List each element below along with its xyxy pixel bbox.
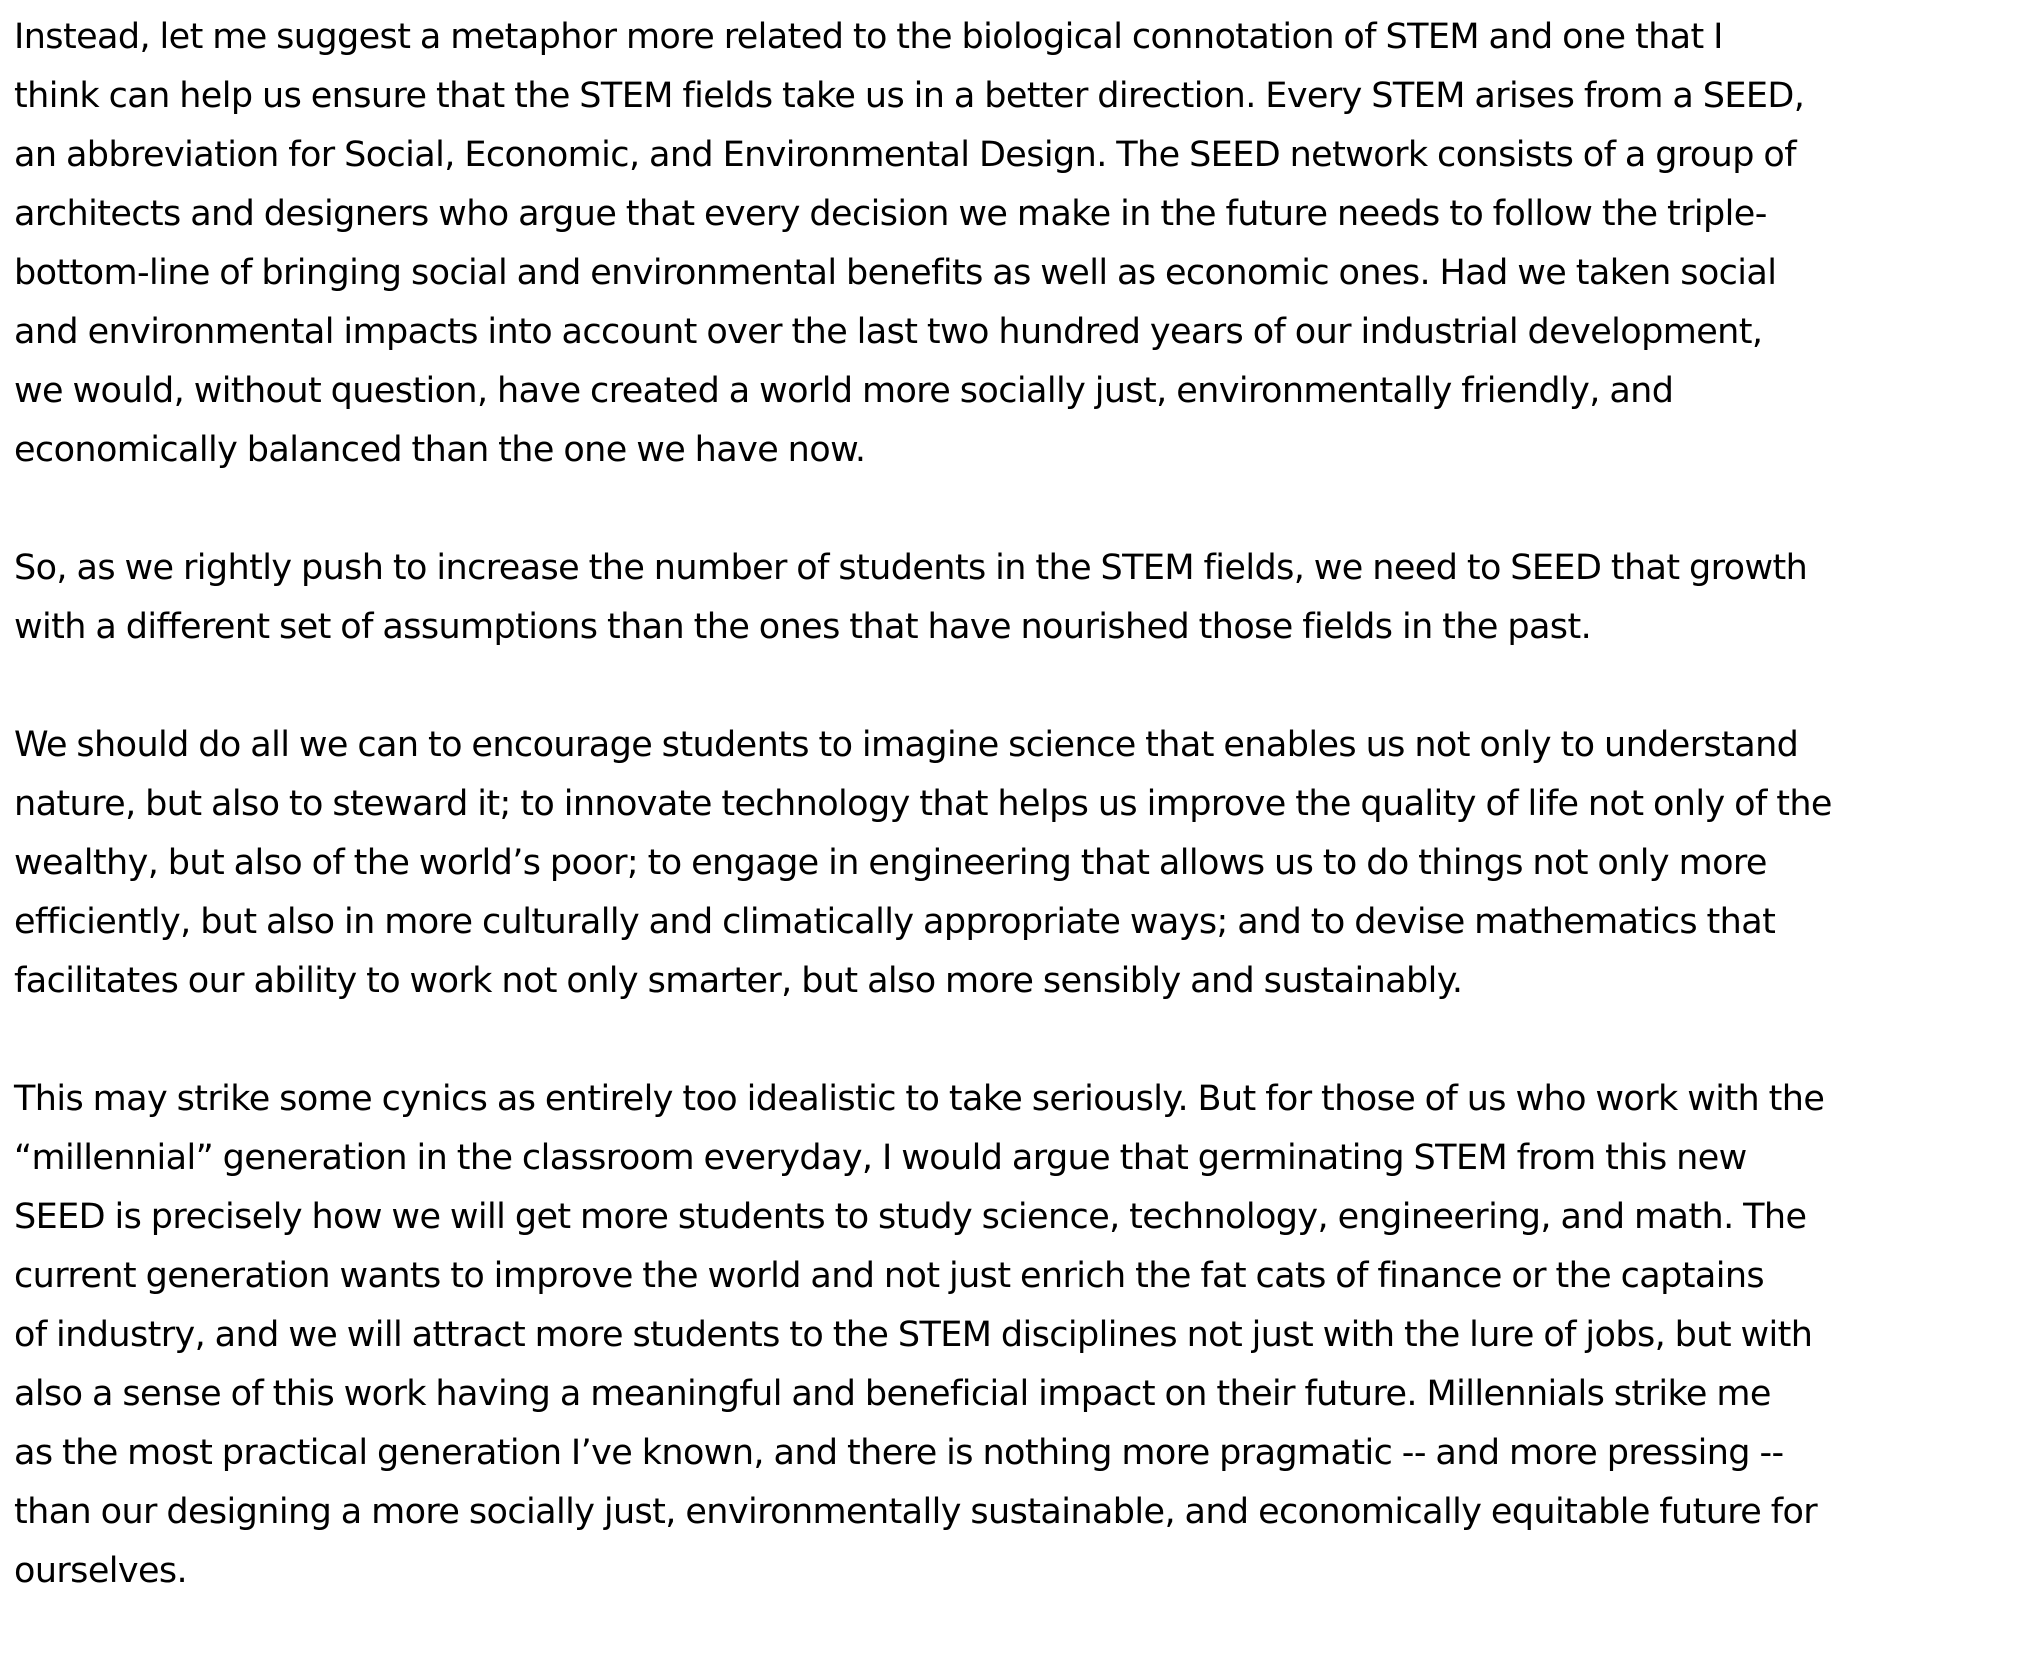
paragraph-encourage-students <box>14 716 2009 1011</box>
text-line: So, as we rightly push to increase the number of students in the STEM fields, we need to SEED that growth <box>14 548 1808 588</box>
text-line: bottom-line of bringing social and environmental benefits as well as economic ones. Had we taken social <box>14 253 1777 293</box>
text-line: facilitates our ability to work not only smarter, but also more sensibly and sustainably. <box>14 961 1463 1001</box>
text-line: of industry, and we will attract more students to the STEM disciplines not just with the lure of jobs, but with <box>14 1315 1813 1355</box>
text-line: ourselves. <box>14 1551 188 1591</box>
paragraph-millennials <box>14 1070 2009 1601</box>
text-line: as the most practical generation I’ve known, and there is nothing more pragmatic -- and more pressing -- <box>14 1433 1784 1473</box>
document-body <box>14 8 2009 1660</box>
paragraph-seed-growth <box>14 539 2009 657</box>
text-line: SEED is precisely how we will get more students to study science, technology, engineering, and math. The <box>14 1197 1807 1237</box>
text-line: with a different set of assumptions than the ones that have nourished those fields in the past. <box>14 607 1592 647</box>
text-line: This may strike some cynics as entirely too idealistic to take seriously. But for those of us who work with the <box>14 1079 1825 1119</box>
text-line: economically balanced than the one we have now. <box>14 430 866 470</box>
text-line: architects and designers who argue that every decision we make in the future needs to follow the triple- <box>14 194 1767 234</box>
paragraph-stem-metaphor <box>14 8 2009 480</box>
text-line: “millennial” generation in the classroom everyday, I would argue that germinating STEM from this new <box>14 1138 1747 1178</box>
text-line: nature, but also to steward it; to innovate technology that helps us improve the quality of life not only of the <box>14 784 1832 824</box>
text-line: think can help us ensure that the STEM fields take us in a better direction. Every STEM arises from a SEED, <box>14 76 1805 116</box>
text-line: and environmental impacts into account over the last two hundred years of our industrial development, <box>14 312 1763 352</box>
text-line: current generation wants to improve the world and not just enrich the fat cats of finance or the captains <box>14 1256 1765 1296</box>
text-line: also a sense of this work having a meaningful and beneficial impact on their future. Millennials strike me <box>14 1374 1771 1414</box>
text-line: we would, without question, have created a world more socially just, environmentally friendly, and <box>14 371 1674 411</box>
text-line: wealthy, but also of the world’s poor; to engage in engineering that allows us to do things not only more <box>14 843 1767 883</box>
text-line: efficiently, but also in more culturally and climatically appropriate ways; and to devise mathematics that <box>14 902 1776 942</box>
text-line: than our designing a more socially just, environmentally sustainable, and economically equitable future for <box>14 1492 1818 1532</box>
text-line: an abbreviation for Social, Economic, and Environmental Design. The SEED network consists of a group of <box>14 135 1796 175</box>
text-line: We should do all we can to encourage students to imagine science that enables us not only to understand <box>14 725 1799 765</box>
text-line: Instead, let me suggest a metaphor more related to the biological connotation of STEM and one that I <box>14 17 1723 57</box>
